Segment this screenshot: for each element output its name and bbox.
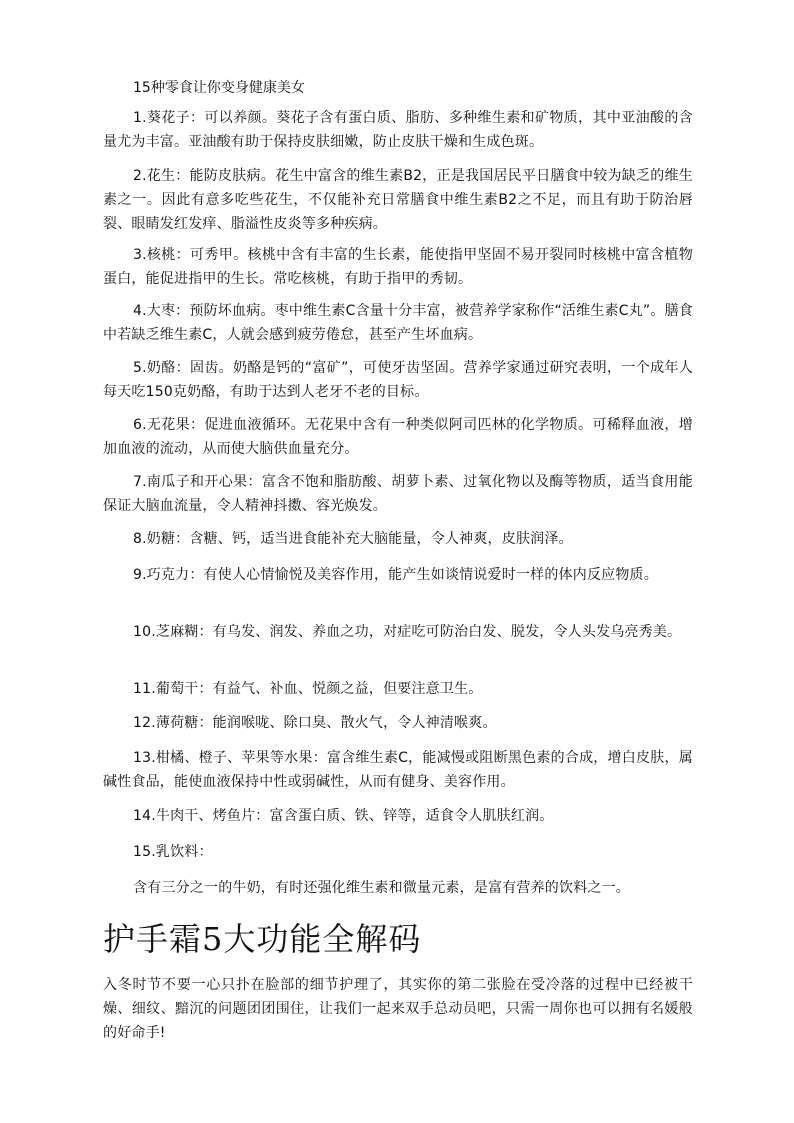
snack-item-15: 15.乳饮料： <box>133 844 213 860</box>
intro-paragraph: 入冬时节不要一心只扑在脸部的细节护理了，其实你的第二张脸在受冷落的过程中已经被干燥、细纹、黯沉的问题团团围住，让我们一起来双手总动员吧，只需一周你也可以拥有名媛般的好命手! <box>103 977 693 1041</box>
snack-item-3: 3.核桃：可秀甲。核桃中含有丰富的生长素，能使指甲坚固不易开裂同时核桃中富含植物蛋白，能促进指甲的生长。常吃核桃，有助于指甲的秀韧。 <box>103 247 693 287</box>
snack-item-7: 7.南瓜子和开心果：富含不饱和脂肪酸、胡萝卜素、过氧化物以及酶等物质，适当食用能保证大脑血流量，令人精神抖擞、容光焕发。 <box>103 474 693 514</box>
snack-item-12: 12.薄荷糖：能润喉咙、除口臭、散火气，令人神清喉爽。 <box>133 715 497 731</box>
snack-item-15-detail: 含有三分之一的牛奶，有时还强化维生素和微量元素，是富有营养的饮料之一。 <box>133 880 630 896</box>
snack-item-1: 1.葵花子：可以养颜。葵花子含有蛋白质、脂肪、多种维生素和矿物质，其中亚油酸的含量尤为丰富。亚油酸有助于保持皮肤细嫩，防止皮肤干燥和生成色斑。 <box>103 110 693 150</box>
snack-item-6: 6.无花果：促进血液循环。无花果中含有一种类似阿司匹林的化学物质。可稀释血液，增加血液的流动，从而使大脑供血量充分。 <box>103 417 693 457</box>
snack-item-11: 11.葡萄干：有益气、补血、悦颜之益，但要注意卫生。 <box>133 681 483 697</box>
snack-item-14: 14.牛肉干、烤鱼片：富含蛋白质、铁、锌等，适食令人肌肤红润。 <box>133 808 554 824</box>
snack-item-2: 2.花生：能防皮肤病。花生中富含的维生素B2，正是我国居民平日膳食中较为缺乏的维生素之一。因此有意多吃些花生，不仅能补充日常膳食中维生素B2之不足，而且有助于防治唇裂、眼睛发红发痒、脂溢性皮炎等多种疾病。 <box>103 168 693 232</box>
snack-item-4: 4.大枣：预防坏血病。枣中维生素C含量十分丰富，被营养学家称作“活维生素C丸”。膳食中若缺乏维生素C，人就会感到疲劳倦怠，甚至产生坏血病。 <box>103 303 693 343</box>
snack-item-9: 9.巧克力：有使人心情愉悦及美容作用，能产生如谈情说爱时一样的体内反应物质。 <box>133 567 658 583</box>
snack-item-10: 10.芝麻糊：有乌发、润发、养血之功，对症吃可防治白发、脱发，令人头发乌亮秀美。 <box>133 624 682 640</box>
section-heading: 护手霜5大功能全解码 <box>103 920 422 958</box>
section-title: 15种零食让你变身健康美女 <box>133 80 305 96</box>
snack-item-8: 8.奶糖：含糖、钙，适当进食能补充大脑能量，令人神爽，皮肤润泽。 <box>133 531 573 547</box>
snack-item-5: 5.奶酪：固齿。奶酪是钙的“富矿”，可使牙齿坚固。营养学家通过研究表明，一个成年人每天吃150克奶酪，有助于达到人老牙不老的目标。 <box>103 360 693 400</box>
snack-item-13: 13.柑橘、橙子、苹果等水果：富含维生素C，能减慢或阻断黑色素的合成，增白皮肤，属碱性食品，能使血液保持中性或弱碱性，从而有健身、美容作用。 <box>103 750 693 790</box>
